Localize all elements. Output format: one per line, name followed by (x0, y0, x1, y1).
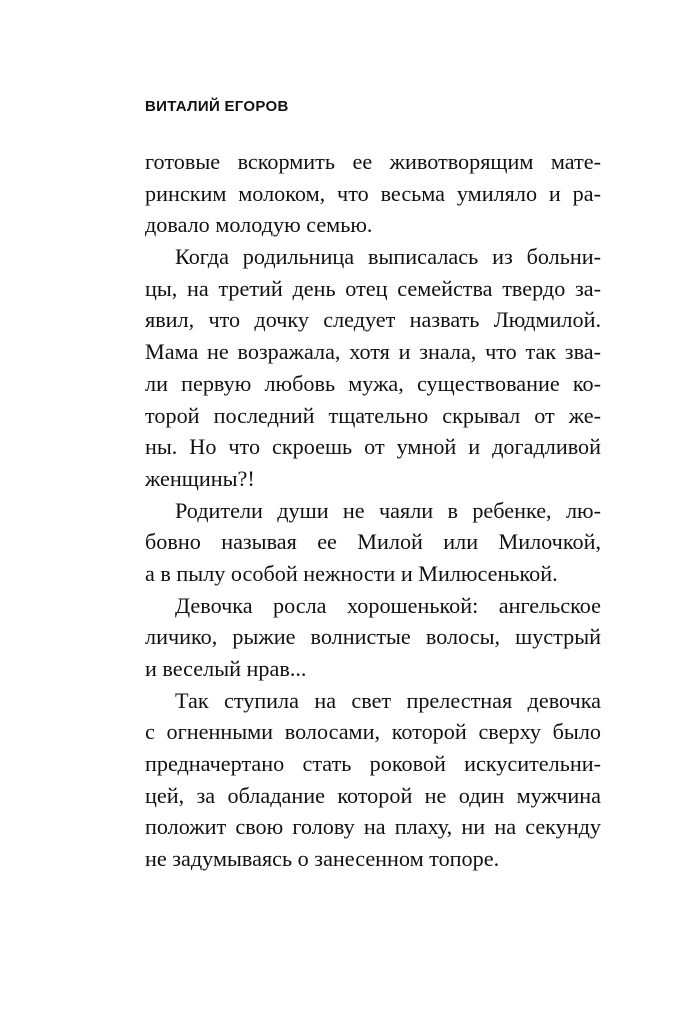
text-line: готовые вскормить ее животворящим мате- (145, 149, 601, 174)
text-line: цей, за обладание которой не один мужчина (145, 782, 601, 808)
text-line: а в пылу особой нежности и Милюсенькой. (145, 560, 558, 586)
text-line: торой последний тщательно скрывал от же- (145, 402, 601, 428)
text-line: и веселый нрав... (145, 656, 307, 681)
text-line: Девочка росла хорошенькой: ангельское (175, 592, 601, 618)
body-text (145, 146, 601, 875)
text-line: с огненными волосами, которой сверху было (145, 719, 601, 745)
text-line: Так ступила на свет прелестная девочка (175, 687, 601, 713)
text-line: явил, что дочку следует назвать Людмилой. (145, 307, 601, 333)
text-line: женщины?! (145, 465, 255, 491)
text-line: Когда родильница выписалась из больни- (175, 244, 601, 270)
text-line: предначертано стать роковой искусительни- (145, 751, 601, 777)
text-line: личико, рыжие волнистые волосы, шустрый (145, 624, 601, 650)
text-line: не задумываясь о занесенном топоре. (145, 846, 500, 872)
text-line: довало молодую семью. (145, 212, 373, 238)
text-line: ринским молоком, что весьма умиляло и ра- (145, 180, 601, 206)
text-line: Мама не возражала, хотя и знала, что так зва- (145, 339, 601, 365)
text-line: Родители души не чаяли в ребенке, лю- (175, 497, 601, 523)
running-head: ВИТАЛИЙ ЕГОРОВ (145, 98, 289, 115)
text-line: цы, на третий день отец семейства твердо за- (145, 275, 601, 301)
text-line: ны. Но что скроешь от умной и догадливой (145, 434, 601, 460)
text-line: положит свою голову на плаху, ни на секунду (145, 814, 601, 840)
text-line: бовно называя ее Милой или Милочкой, (145, 529, 601, 555)
text-line: ли первую любовь мужа, существование ко- (145, 370, 601, 396)
